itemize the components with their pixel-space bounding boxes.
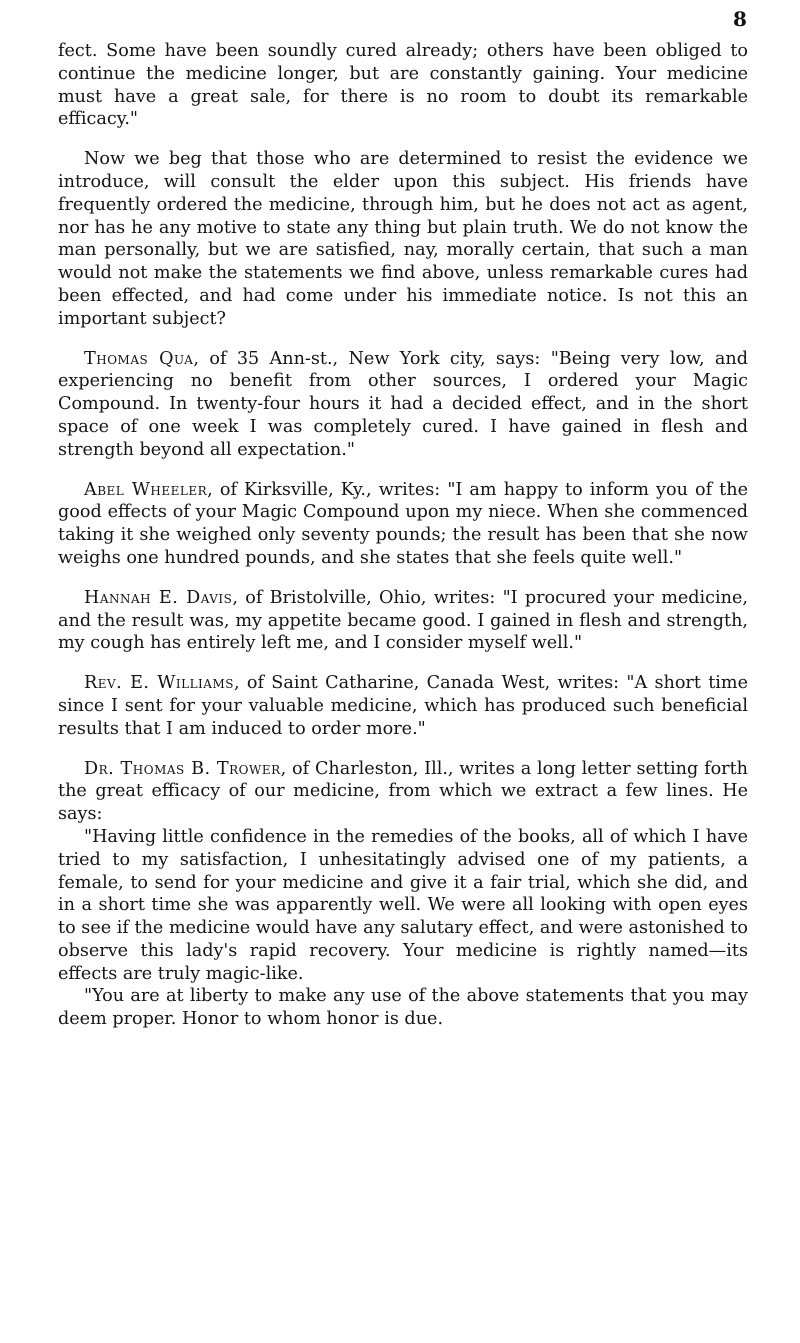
paragraph-elder xyxy=(58,148,748,330)
testimonial-text: "Having little confidence in the remedies of the books, all of which I have tried to my satisfaction, I unhesitatingly advised one of my patients, a female, to send for your medicine and give it a fair trial, which she did, and in a short time she was apparently well. We were all looking with open eyes to see if the medicine would have any salutary effect, and were astonished to observe this lady's rapid recovery. Your medicine is rightly named—its effects are truly magic-like. xyxy=(58,826,748,984)
testimonial-text: , of Charleston, Ill., writes a long letter setting forth the great efficacy of our medicine, from which we extract a few lines. He says: xyxy=(58,758,748,825)
testimonial-intro xyxy=(58,758,748,826)
testimonial-text: , of Kirksville, Ky., writes: "I am happy to inform you of the good effects of your Magic Compound upon my niece. When she commenced taking it she weighed only seventy pounds; the result has been that she now weighs one hundred pounds, and she states that she feels quite well." xyxy=(58,479,748,568)
testimonial-rev-williams xyxy=(58,672,748,740)
testimonial-text: , of Bristolville, Ohio, writes: "I procured your medicine, and the result was, my appetite became good. I gained in flesh and strength, my cough has entirely left me, and I consider myself well." xyxy=(58,587,748,654)
testimonial-text: , of Saint Catharine, Canada West, writes: "A short time since I sent for your valuable medicine, which has produced such beneficial results that I am induced to order more." xyxy=(58,673,748,739)
testimonial-quote-closing xyxy=(58,985,748,1031)
testimonial-quote xyxy=(58,826,748,986)
testimonial-thomas-qua xyxy=(58,348,748,462)
paragraph-text: fect. Some have been soundly cured already; others have been obliged to continue the medicine longer, but are constantly gaining. Your medicine must have a great sale, for there is no room to doubt its remarkable efficacy." xyxy=(58,41,748,130)
testimonial-author: Dr. Thomas B. Trower xyxy=(84,758,281,779)
testimonial-dr-trower xyxy=(58,758,748,1032)
page-body xyxy=(58,40,748,1031)
testimonial-author: Hannah E. Davis xyxy=(84,587,233,608)
testimonial-author: Thomas Qua xyxy=(84,348,194,369)
testimonial-text: "You are at liberty to make any use of the above statements that you may deem proper. Honor to whom honor is due. xyxy=(58,986,748,1030)
testimonial-hannah-davis xyxy=(58,587,748,655)
paragraph-text: Now we beg that those who are determined to resist the evidence we introduce, will consult the elder upon this subject. His friends have frequently ordered the medicine, through him, but he does not act as agent, nor has he any motive to state any thing but plain truth. We do not know the man personally, but we are satisfied, nay, morally certain, that such a man would not make the statements we find above, unless remarkable cures had been effected, and had come under his immediate notice. Is not this an important subject? xyxy=(58,149,748,329)
paragraph-continuation xyxy=(58,40,748,131)
page-number: 8 xyxy=(733,7,747,31)
testimonial-author: Rev. E. Williams xyxy=(84,673,234,694)
testimonial-abel-wheeler xyxy=(58,479,748,570)
testimonial-text: , of 35 Ann-st., New York city, says: "Being very low, and experiencing no benefit from other sources, I ordered your Magic Compound. In twenty-four hours it had a decided effect, and in the short space of one week I was completely cured. I have gained in flesh and strength beyond all expectation." xyxy=(58,348,748,460)
testimonial-author: Abel Wheeler xyxy=(84,479,208,500)
